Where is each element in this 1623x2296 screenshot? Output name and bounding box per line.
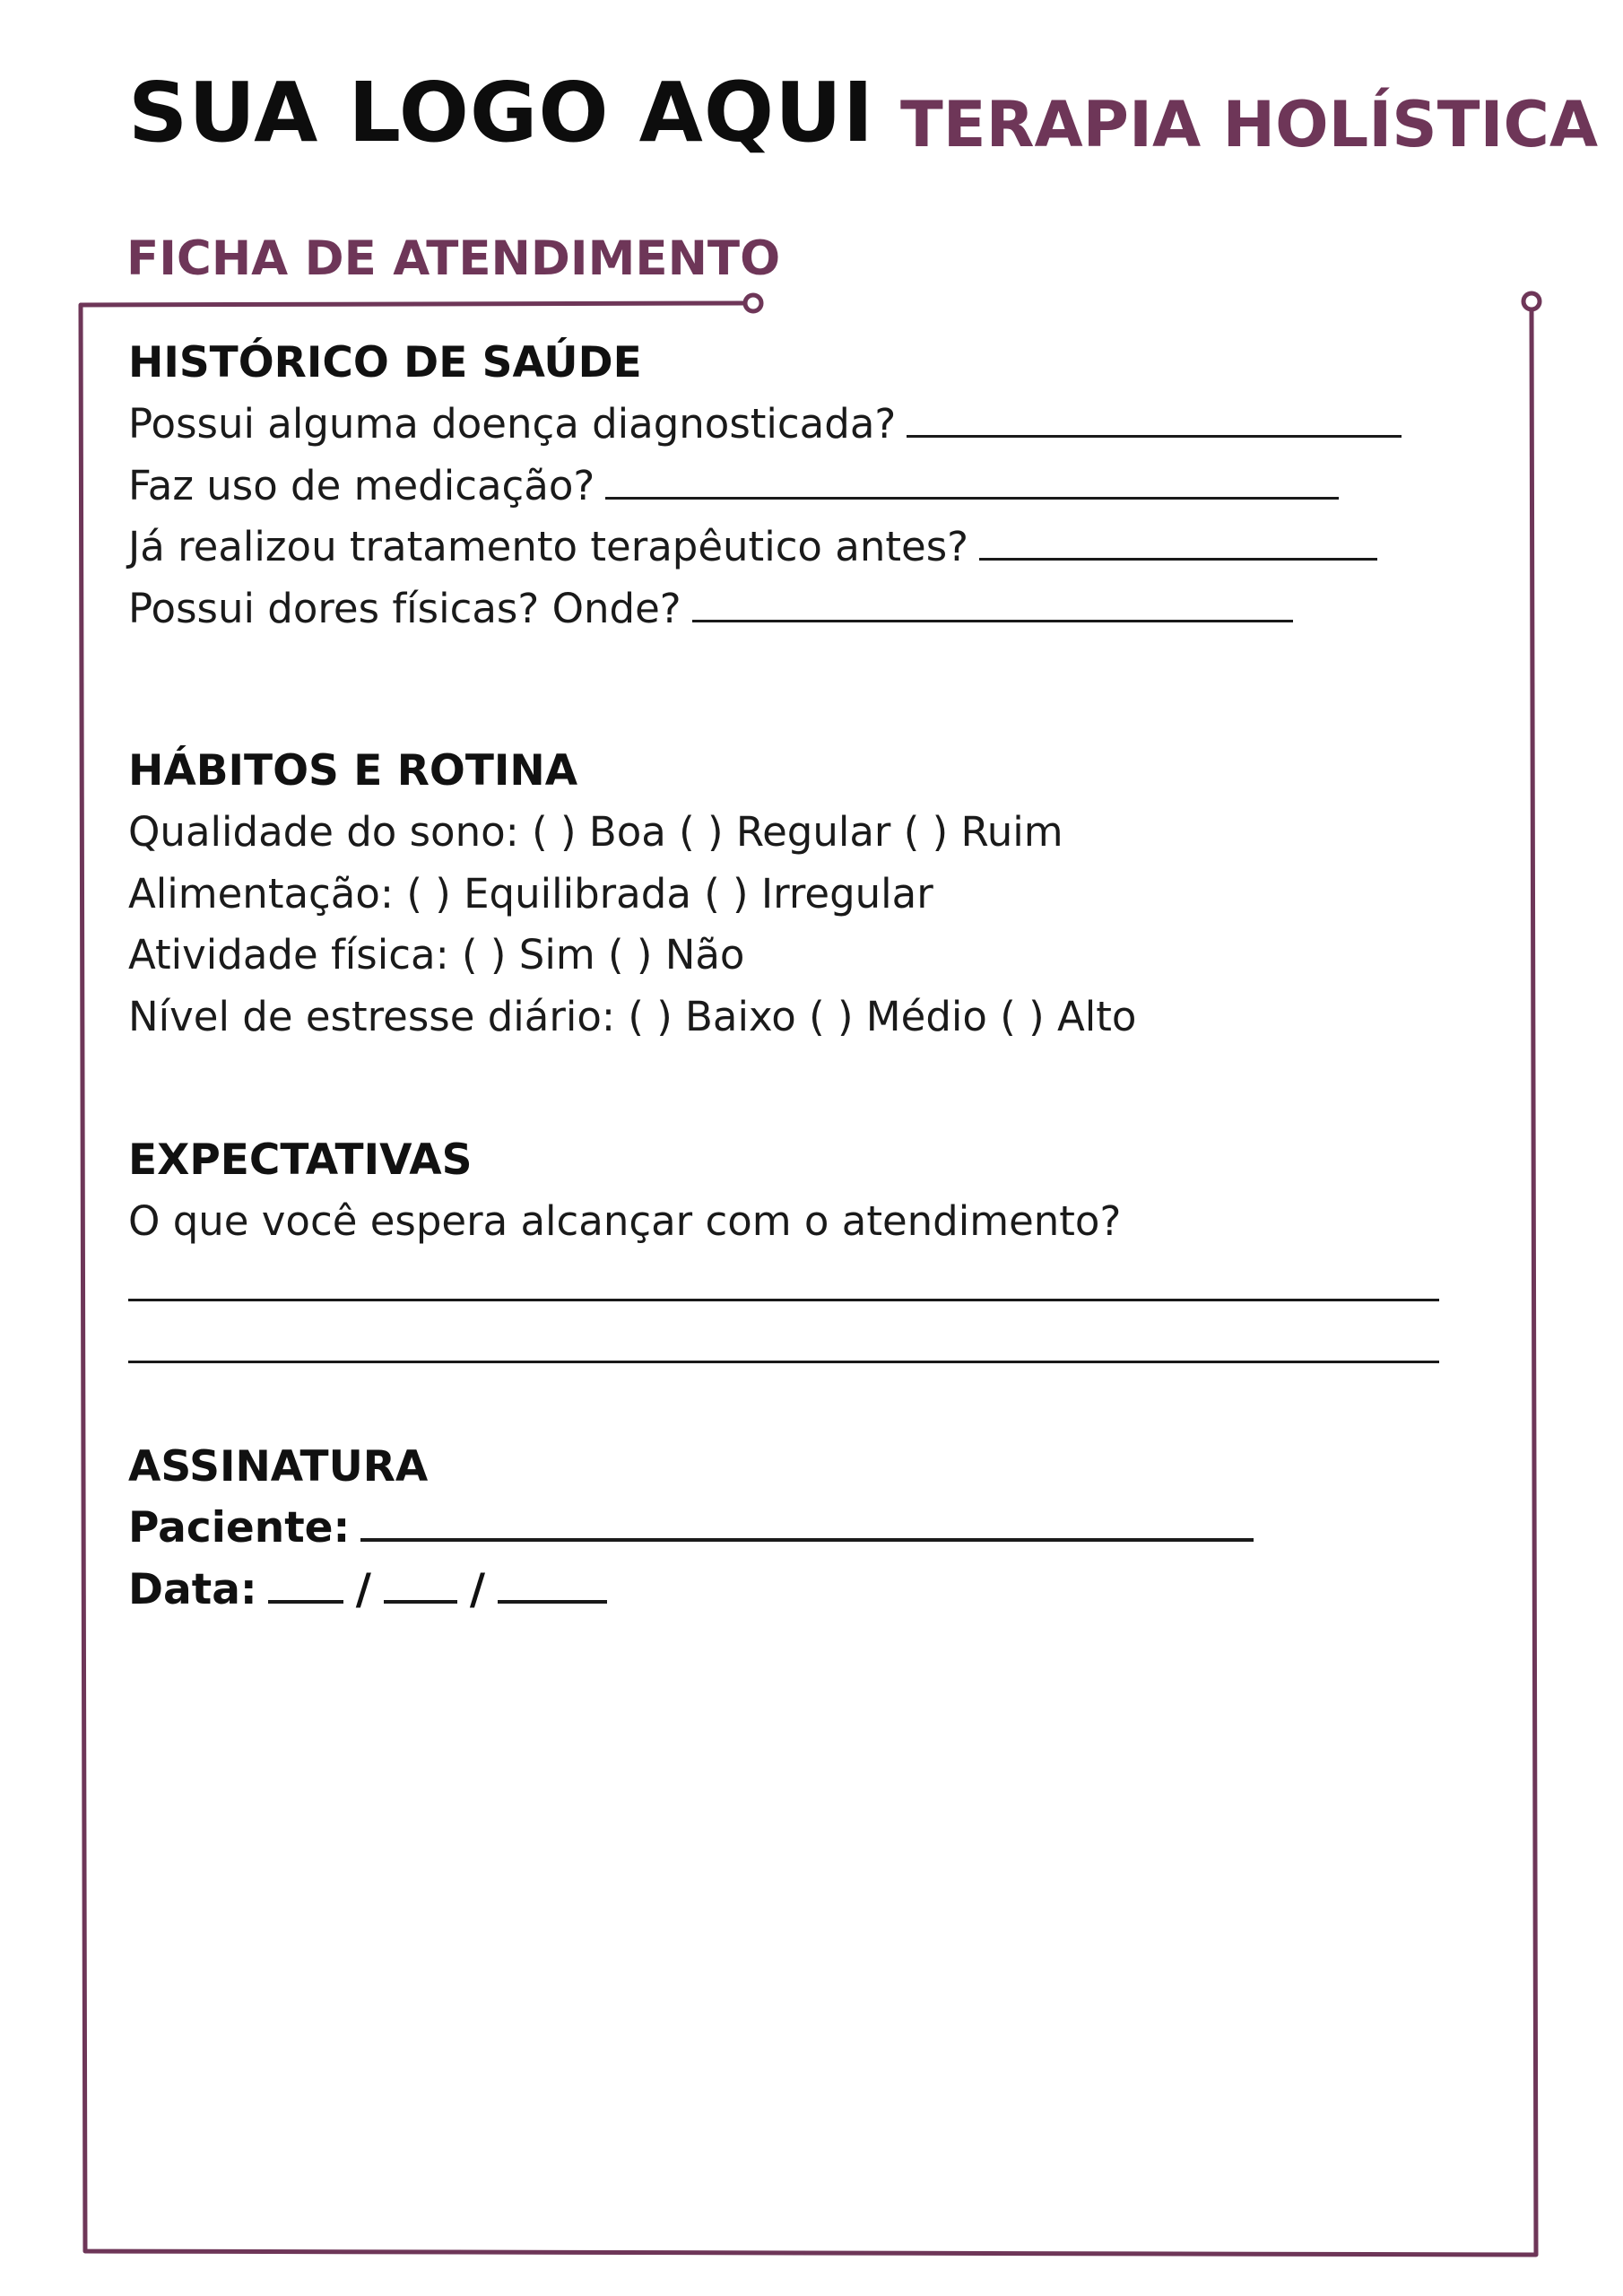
- patient-signature-row: [128, 1498, 1500, 1560]
- brand-title: TERAPIA HOLÍSTICA: [900, 88, 1599, 161]
- question-diagnosed-disease: [128, 394, 1500, 456]
- expectations-question: O que você espera alcançar com o atendimento?: [128, 1197, 1122, 1245]
- patient-label: Paciente:: [128, 1503, 351, 1552]
- habit-sleep-quality[interactable]: Qualidade do sono: ( ) Boa ( ) Regular ( ) Ruim: [128, 808, 1063, 856]
- answer-field-diagnosed-disease[interactable]: [907, 396, 1402, 438]
- habit-stress-level[interactable]: Nível de estresse diário: ( ) Baixo ( ) Médio ( ) Alto: [128, 992, 1137, 1040]
- answer-field-previous-therapy[interactable]: [979, 518, 1377, 561]
- date-day-field[interactable]: [268, 1561, 343, 1604]
- date-label: Data:: [128, 1564, 257, 1614]
- answer-field-medication[interactable]: [605, 457, 1339, 500]
- question-label: Já realizou tratamento terapêutico antes?: [128, 523, 969, 570]
- date-year-field[interactable]: [498, 1561, 607, 1604]
- section-heading-expectations: EXPECTATIVAS: [128, 1135, 473, 1185]
- question-label: Faz uso de medicação?: [128, 461, 595, 509]
- expectations-answer-line-2[interactable]: [128, 1314, 1500, 1376]
- expectations-section: [128, 1130, 1500, 1376]
- habits-section: [128, 741, 1500, 1048]
- patient-signature-field[interactable]: [360, 1499, 1254, 1542]
- signature-section: [128, 1437, 1500, 1621]
- logo-placeholder: SUA LOGO AQUI: [128, 65, 875, 161]
- question-label: Possui alguma doença diagnosticada?: [128, 400, 897, 448]
- question-medication: [128, 456, 1500, 517]
- question-label: Possui dores físicas? Onde?: [128, 584, 681, 632]
- frame-node-right: [1523, 293, 1540, 309]
- form-title: FICHA DE ATENDIMENTO: [126, 231, 781, 286]
- date-separator: /: [469, 1564, 486, 1614]
- answer-field-physical-pain[interactable]: [692, 580, 1293, 622]
- date-separator: /: [355, 1564, 371, 1614]
- expectations-answer-line-1[interactable]: [128, 1253, 1500, 1315]
- question-physical-pain: [128, 578, 1500, 640]
- health-history-section: [128, 333, 1500, 639]
- frame-node-left: [745, 295, 761, 311]
- section-heading-signature: ASSINATURA: [128, 1442, 429, 1492]
- date-month-field[interactable]: [384, 1561, 457, 1604]
- habit-physical-activity[interactable]: Atividade física: ( ) Sim ( ) Não: [128, 931, 745, 978]
- question-previous-therapy: [128, 517, 1500, 578]
- date-row: [128, 1560, 1500, 1622]
- habit-diet[interactable]: Alimentação: ( ) Equilibrada ( ) Irregular: [128, 869, 933, 918]
- section-heading-health-history: HISTÓRICO DE SAÚDE: [128, 338, 642, 387]
- section-heading-habits: HÁBITOS E ROTINA: [128, 746, 578, 796]
